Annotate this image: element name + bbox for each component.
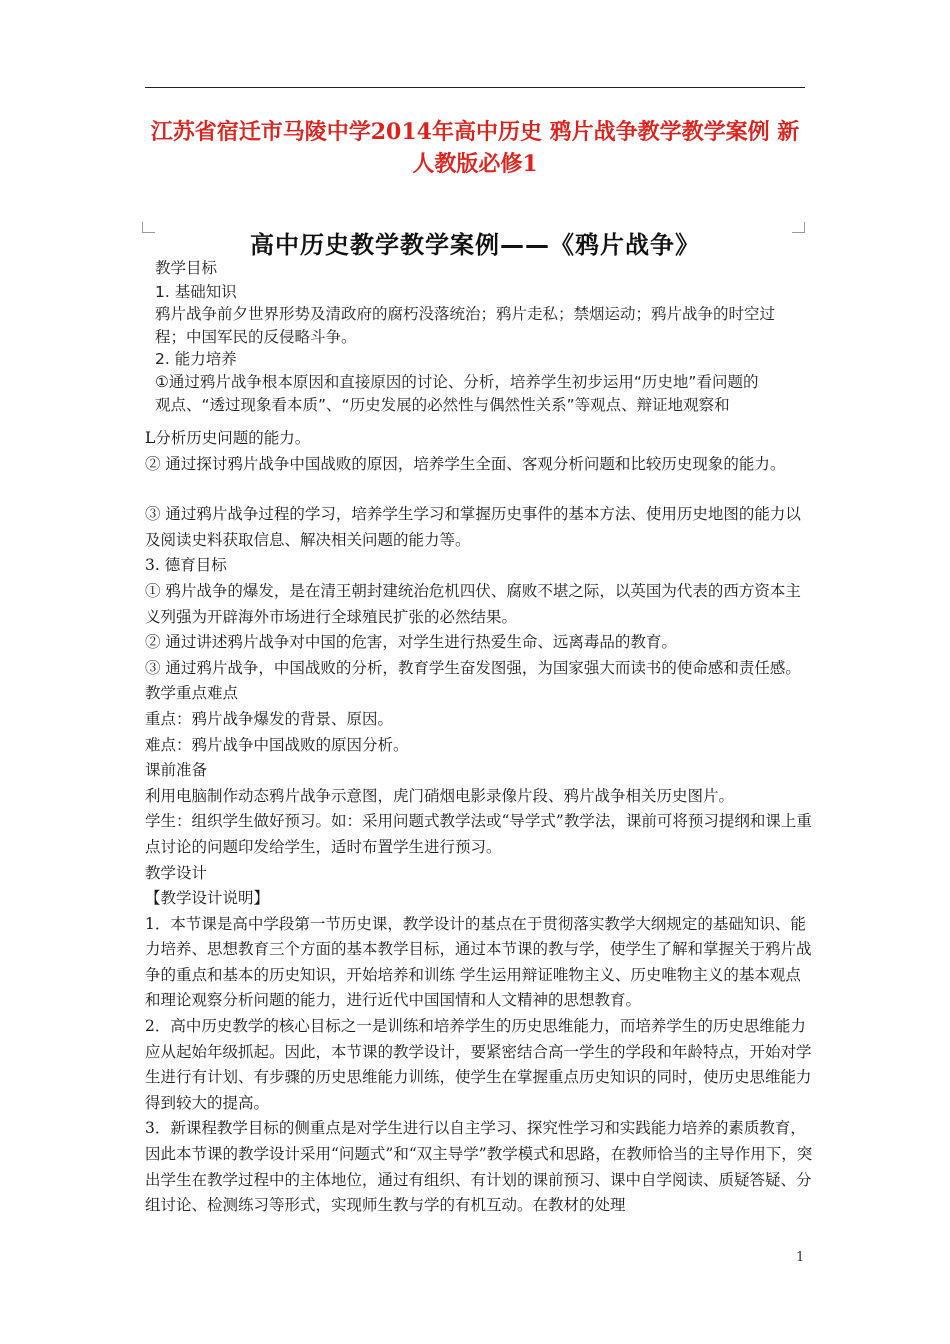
scanned-heading: 高中历史教学教学案例——《鸦片战争》 — [250, 231, 700, 259]
scan-line: 观点、“透过现象看本质”、“历史发展的必然性与偶然性关系”等观点、辩证地观察和 — [155, 396, 730, 414]
scan-line: 2. 能力培养 — [155, 350, 237, 368]
body-text — [145, 426, 815, 1219]
scan-line: 1. 基础知识 — [155, 283, 237, 301]
scan-line: ①通过鸦片战争根本原因和直接原因的讨论、分析，培养学生初步运用“历史地”看问题的 — [155, 373, 759, 391]
scan-line: 教学目标 — [155, 259, 218, 277]
paragraph: 学生：组织学生做好预习。如：采用问题式教学法或“导学式”教学法，课前可将预习提纲和课上重点讨论的问题印发给学生，适时布置学生进行预习。 — [145, 812, 812, 856]
scan-line: 程；中国军民的反侵略斗争。 — [155, 328, 357, 346]
paragraph: 2．高中历史教学的核心目标之一是训练和培养学生的历史思维能力，而培养学生的历史思维能力应从起始年级抓起。因此，本节课的教学设计，要紧密结合高一学生的学段和年龄特点，开始对学生进行有计划、有步骤的历史思维能力训练，使学生在掌握重点历史知识的同时，使历史思维能力得到较大的提高。 — [145, 1017, 812, 1112]
paragraph: 重点：鸦片战争爆发的背景、原因。 — [145, 709, 394, 728]
title-line-2: 人教版必修1 — [412, 151, 538, 177]
section-heading: 教学重点难点 — [145, 684, 239, 703]
paragraph: ② 通过探讨鸦片战争中国战败的原因，培养学生全面、客观分析问题和比较历史现象的能力。 — [145, 454, 786, 473]
section-heading: 【教学设计说明】 — [145, 889, 270, 908]
scan-corner-mark-right — [792, 222, 805, 233]
scan-corner-mark-left — [142, 222, 155, 233]
paragraph: L分析历史问题的能力。 — [145, 429, 311, 447]
paragraph: ③ 通过鸦片战争过程的学习，培养学生学习和掌握历史事件的基本方法、使用历史地图的能力以及阅读史料获取信息、解决相关问题的能力等。 — [145, 505, 801, 549]
document-title — [110, 116, 840, 180]
paragraph: ② 通过讲述鸦片战争对中国的危害，对学生进行热爱生命、远离毒品的教育。 — [145, 633, 677, 652]
page-number: 1 — [796, 1250, 805, 1265]
paragraph: ① 鸦片战争的爆发，是在清王朝封建统治危机四伏、腐败不堪之际，以英国为代表的西方资本主义列强为开辟海外市场进行全球殖民扩张的必然结果。 — [145, 581, 801, 626]
paragraph: 难点：鸦片战争中国战败的原因分析。 — [145, 735, 409, 754]
header-rule — [145, 87, 805, 88]
paragraph: 3．新课程教学目标的侧重点是对学生进行以自主学习、探究性学习和实践能力培养的素质教育，因此本节课的教学设计采用“问题式”和“双主导学”教学模式和思路，在教师恰当的主导作用下，突出学生在教学过程中的主体地位，通过有组织、有计划的课前预习、课中自学阅读、质疑答疑、分组讨论、检测练习等形式，实现师生教与学的有机互动。在教材的处理 — [145, 1119, 813, 1215]
title-line-1: 江苏省宿迁市马陵中学2014年高中历史 鸦片战争教学教学案例 新 — [150, 119, 800, 145]
section-heading: 课前准备 — [145, 761, 208, 780]
section-heading: 3. 德育目标 — [145, 556, 227, 575]
paragraph: 1．本节课是高中学段第一节历史课，教学设计的基点在于贯彻落实教学大纲规定的基础知识、能力培养、思想教育三个方面的基本教学目标，通过本节课的教与学，使学生了解和掌握关于鸦片战争的重点和基本的历史知识，开始培养和训练 学生运用辩证唯物主义、历史唯物主义的基本观点和理论观察分析问题的能力，进行近代中国国情和人文精神的思想教育。 — [145, 914, 812, 1010]
scan-line: 鸦片战争前夕世界形势及清政府的腐朽没落统治；鸦片走私；禁烟运动；鸦片战争的时空过 — [155, 305, 776, 323]
paragraph: ③ 通过鸦片战争，中国战败的分析，教育学生奋发图强，为国家强大而读书的使命感和责任感。 — [145, 658, 801, 677]
section-heading: 教学设计 — [145, 863, 208, 882]
paragraph: 利用电脑制作动态鸦片战争示意图，虎门硝烟电影录像片段、鸦片战争相关历史图片。 — [145, 786, 735, 805]
